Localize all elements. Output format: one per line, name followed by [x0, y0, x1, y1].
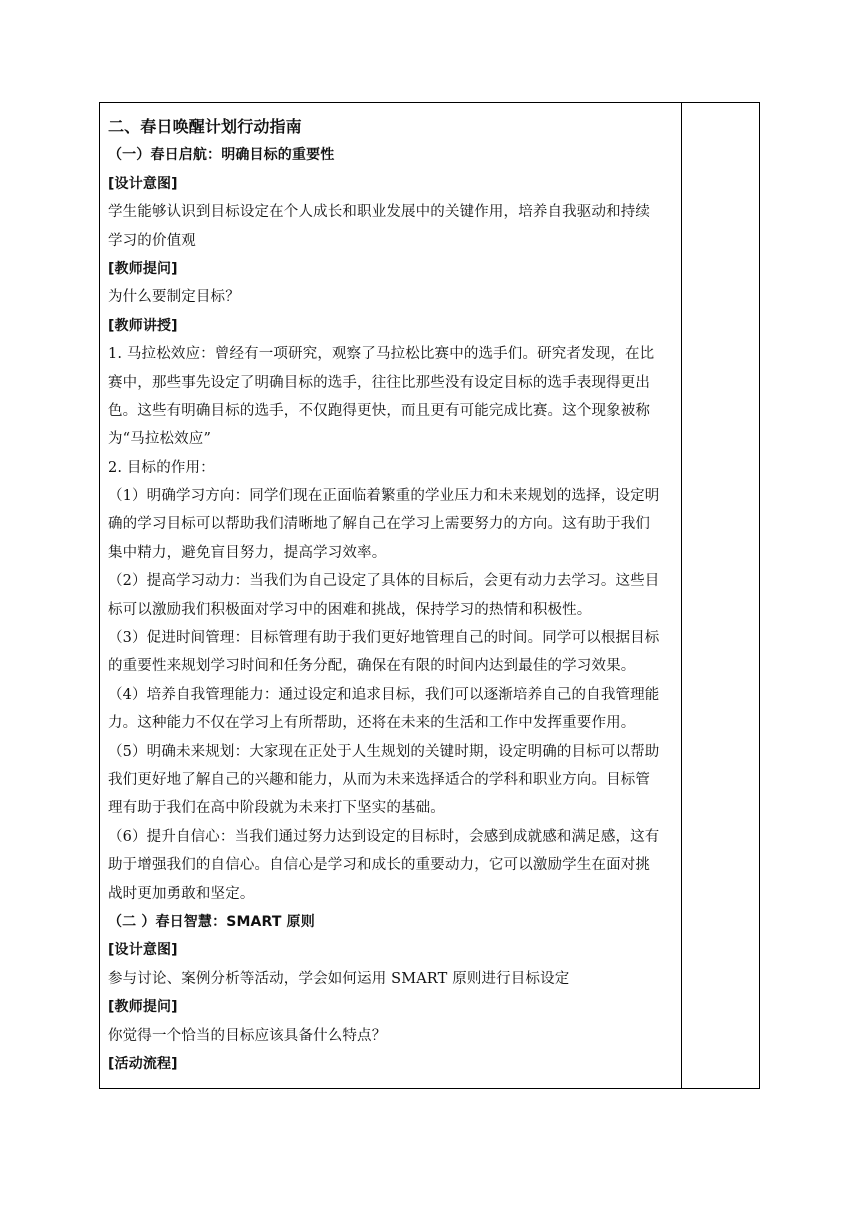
text-line: 你觉得一个恰当的目标应该具备什么特点？ [108, 1027, 387, 1044]
text-line: （1）明确学习方向：同学们现在正面临着繁重的学业压力和未来规划的选择，设定明 [108, 488, 660, 505]
text-line: 战时更加勇敢和坚定。 [108, 885, 255, 902]
text-line: （4）培养自我管理能力：通过设定和追求目标，我们可以逐渐培养自己的自我管理能 [108, 686, 660, 703]
subsection-heading: （一）春日启航：明确目标的重要性 [108, 147, 335, 164]
section-heading: 二、春日唤醒计划行动指南 [108, 117, 302, 136]
text-line: 力。这种能力不仅在学习上有所帮助，还将在未来的生活和工作中发挥重要作用。 [108, 715, 636, 732]
column-divider [681, 103, 682, 1088]
text-line: 理有助于我们在高中阶段就为未来打下坚实的基础。 [108, 800, 445, 817]
lesson-table [99, 102, 760, 1089]
text-line: 确的学习目标可以帮助我们清晰地了解自己在学习上需要努力的方向。这有助于我们 [108, 516, 651, 533]
text-line: （3）促进时间管理：目标管理有助于我们更好地管理自己的时间。同学可以根据目标 [108, 630, 660, 647]
text-line: 为什么要制定目标？ [108, 289, 240, 306]
text-line: 2. 目标的作用： [108, 459, 215, 476]
text-line: 我们更好地了解自己的兴趣和能力，从而为未来选择适合的学科和职业方向。目标管 [108, 771, 651, 788]
text-line: （2）提高学习动力：当我们为自己设定了具体的目标后，会更有动力去学习。这些目 [108, 573, 660, 590]
text-line: 参与讨论、案例分析等活动，学会如何运用 SMART 原则进行目标设定 [108, 970, 570, 987]
label-teacher-lecture: [教师讲授] [108, 317, 178, 334]
text-line: （5）明确未来规划：大家现在正处于人生规划的关键时期，设定明确的目标可以帮助 [108, 743, 660, 760]
lesson-content-cell [108, 113, 674, 1078]
text-line: （6）提升自信心：当我们通过努力达到设定的目标时，会感到成就感和满足感，这有 [108, 828, 660, 845]
text-line: 学生能够认识到目标设定在个人成长和职业发展中的关键作用，培养自我驱动和持续 [108, 204, 651, 221]
text-line: 学习的价值观 [108, 232, 196, 249]
label-design-intent: [设计意图] [108, 175, 178, 192]
subsection-heading: （二 ）春日智慧：SMART 原则 [108, 913, 315, 930]
text-line: 赛中，那些事先设定了明确目标的选手，往往比那些没有设定目标的选手表现得更出 [108, 374, 651, 391]
label-teacher-question: [教师提问] [108, 260, 178, 277]
label-activity-flow: [活动流程] [108, 1055, 178, 1072]
text-line: 为“马拉松效应” [108, 431, 212, 448]
text-line: 集中精力，避免盲目努力，提高学习效率。 [108, 544, 387, 561]
label-design-intent: [设计意图] [108, 942, 178, 959]
label-teacher-question: [教师提问] [108, 999, 178, 1016]
text-line: 标可以激励我们积极面对学习中的困难和挑战，保持学习的热情和积极性。 [108, 601, 592, 618]
text-line: 色。这些有明确目标的选手，不仅跑得更快，而且更有可能完成比赛。这个现象被称 [108, 402, 651, 419]
text-line: 1. 马拉松效应：曾经有一项研究，观察了马拉松比赛中的选手们。研究者发现，在比 [108, 346, 655, 363]
text-line: 的重要性来规划学习时间和任务分配，确保在有限的时间内达到最佳的学习效果。 [108, 658, 636, 675]
text-line: 助于增强我们的自信心。自信心是学习和成长的重要动力，它可以激励学生在面对挑 [108, 857, 651, 874]
